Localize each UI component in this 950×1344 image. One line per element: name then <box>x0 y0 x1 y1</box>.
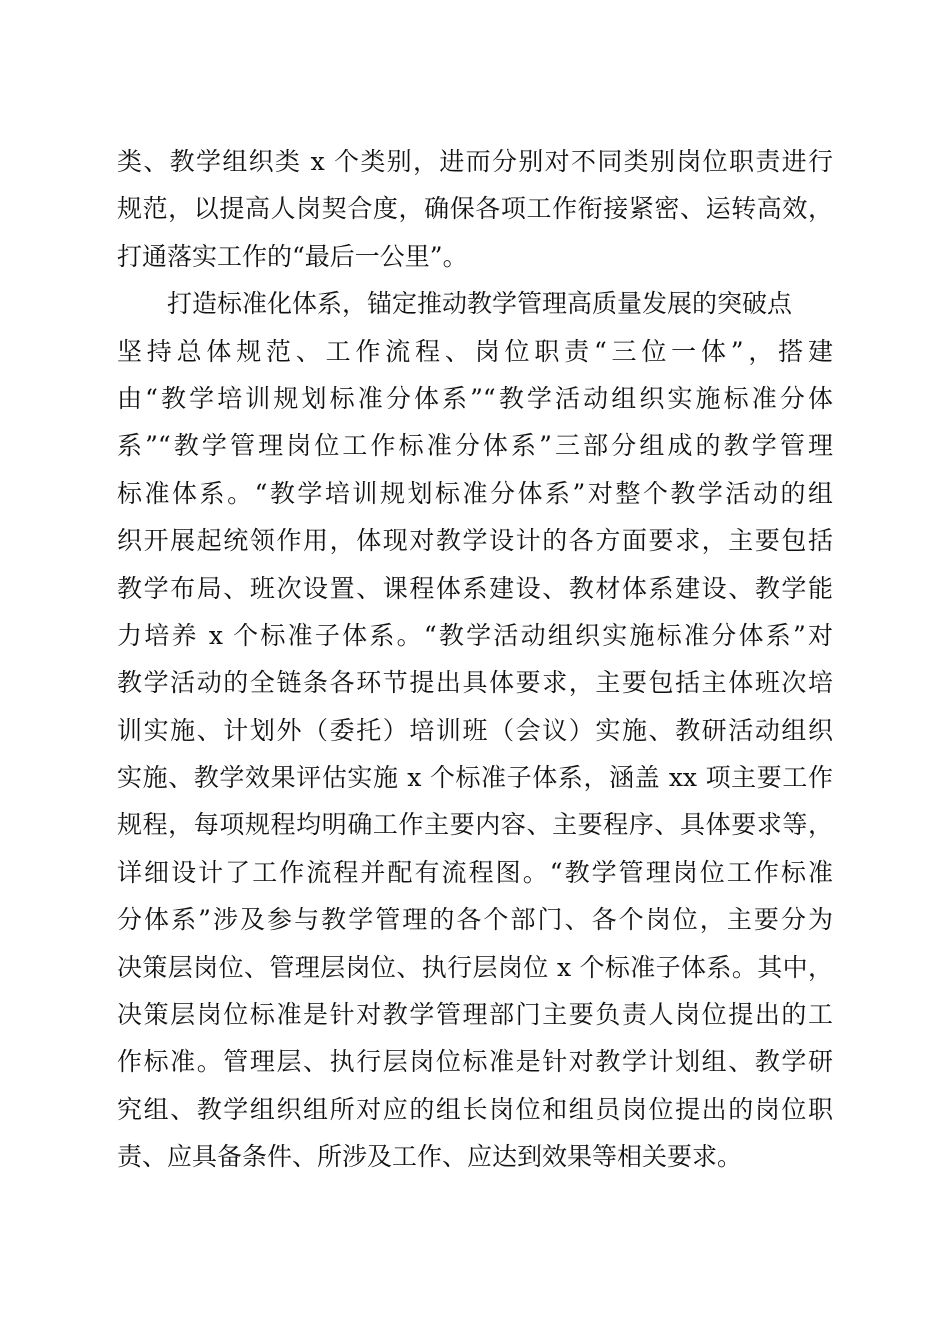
text-line: 规范，以提高人岗契合度，确保各项工作衔接紧密、运转高效， <box>117 194 833 224</box>
document-page <box>117 138 833 1181</box>
text-line: 究组、教学组织组所对应的组长岗位和组员岗位提出的岗位职 <box>117 1094 833 1124</box>
text-line: 系”“教学管理岗位工作标准分体系”三部分组成的教学管理 <box>117 431 833 461</box>
text-line: 训实施、计划外（委托）培训班（会议）实施、教研活动组织 <box>117 715 833 745</box>
text-line: 坚持总体规范、工作流程、岗位职责“三位一体”，搭建 <box>117 336 833 366</box>
text-line: 分体系”涉及参与教学管理的各个部门、各个岗位，主要分为 <box>117 905 833 935</box>
section-heading-line: 打造标准化体系，锚定推动教学管理高质量发展的突破点 <box>167 289 793 319</box>
text-line: 规程，每项规程均明确工作主要内容、主要程序、具体要求等， <box>117 810 833 840</box>
text-line: 决策层岗位、管理层岗位、执行层岗位 x 个标准子体系。其中， <box>117 952 833 982</box>
text-line: 打通落实工作的“最后一公里”。 <box>117 241 468 271</box>
text-line: 详细设计了工作流程并配有流程图。“教学管理岗位工作标准 <box>117 857 833 887</box>
text-line: 责、应具备条件、所涉及工作、应达到效果等相关要求。 <box>117 1142 743 1172</box>
text-line: 决策层岗位标准是针对教学管理部门主要负责人岗位提出的工 <box>117 1000 833 1030</box>
text-line: 由“教学培训规划标准分体系”“教学活动组织实施标准分体 <box>117 383 833 413</box>
text-line: 教学活动的全链条各环节提出具体要求，主要包括主体班次培 <box>117 668 833 698</box>
text-line: 类、教学组织类 x 个类别，进而分别对不同类别岗位职责进行 <box>117 147 833 176</box>
text-line: 力培养 x 个标准子体系。“教学活动组织实施标准分体系”对 <box>117 620 833 650</box>
text-line: 实施、教学效果评估实施 x 个标准子体系，涵盖 xx 项主要工作 <box>117 763 833 793</box>
text-line: 织开展起统领作用，体现对教学设计的各方面要求，主要包括 <box>117 526 833 556</box>
text-line: 教学布局、班次设置、课程体系建设、教材体系建设、教学能 <box>117 573 833 603</box>
text-line: 标准体系。“教学培训规划标准分体系”对整个教学活动的组 <box>117 478 833 508</box>
text-line: 作标准。管理层、执行层岗位标准是针对教学计划组、教学研 <box>117 1047 833 1077</box>
